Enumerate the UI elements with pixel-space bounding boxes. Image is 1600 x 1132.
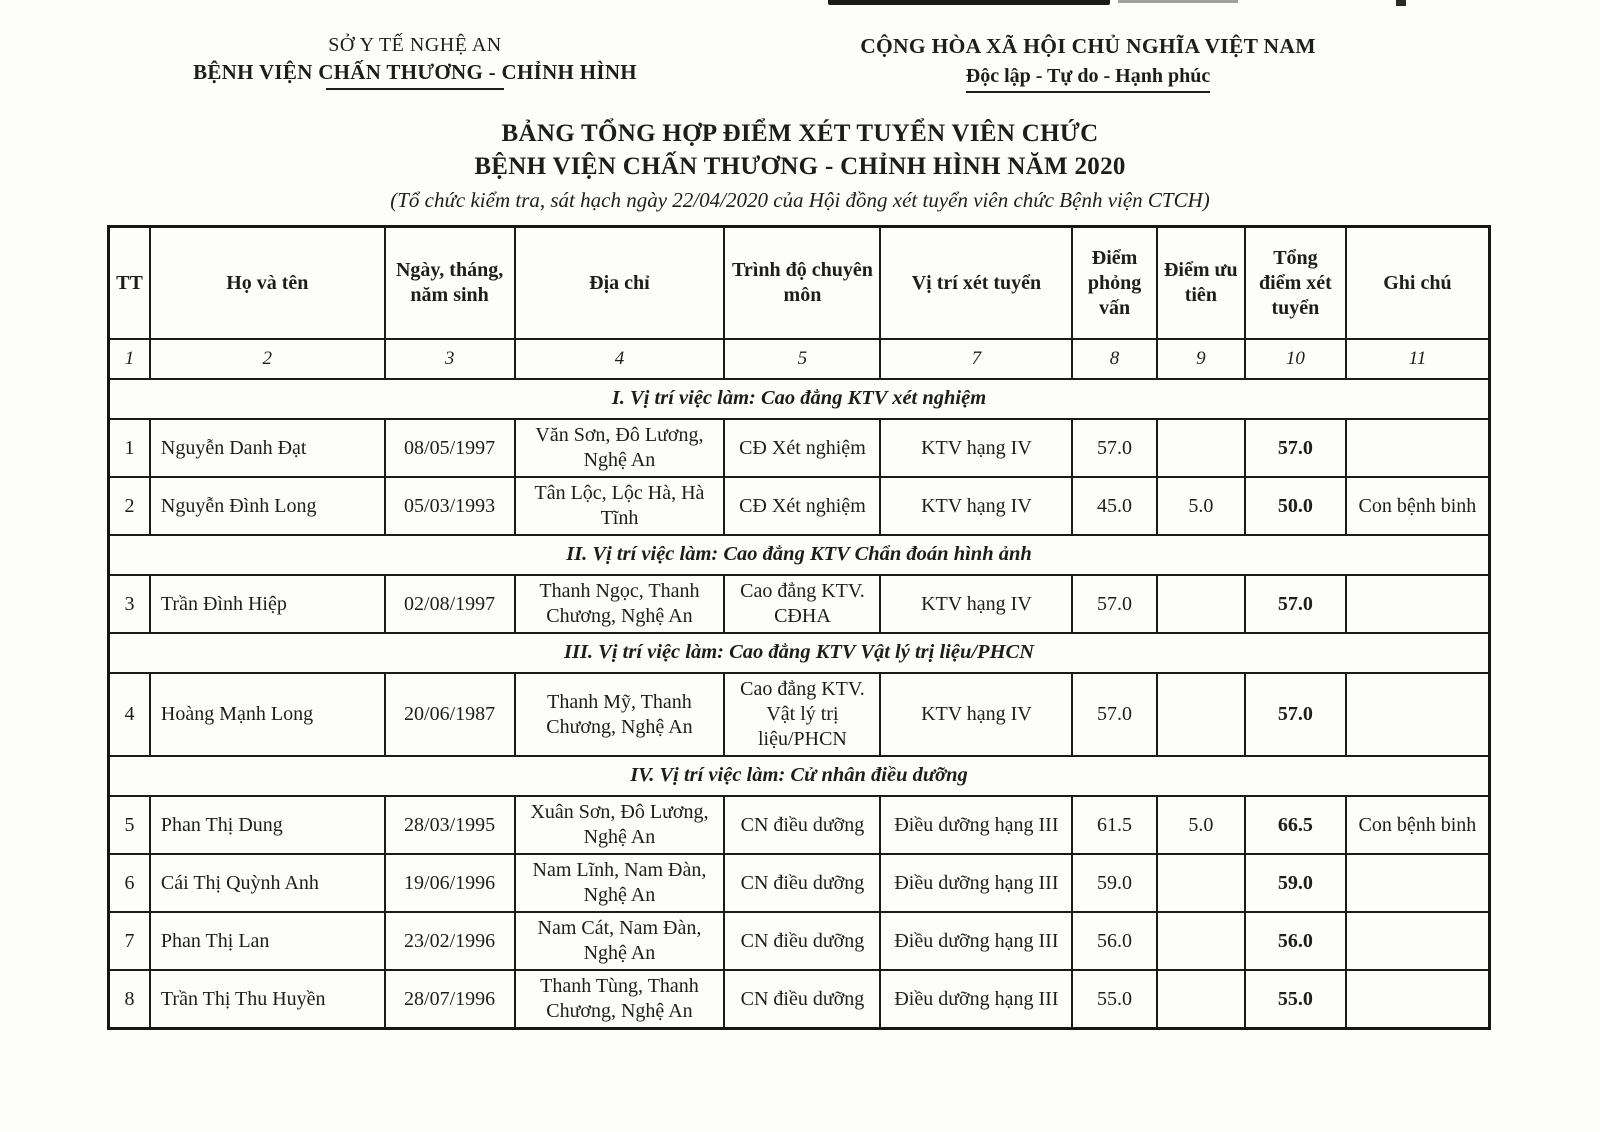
cell-interview: 45.0 bbox=[1072, 477, 1156, 535]
cell-interview: 57.0 bbox=[1072, 673, 1156, 756]
cell-name: Nguyễn Danh Đạt bbox=[150, 419, 385, 477]
cell-address: Nam Lĩnh, Nam Đàn, Nghệ An bbox=[515, 854, 725, 912]
cell-name: Trần Đình Hiệp bbox=[150, 575, 385, 633]
cell-address: Văn Sơn, Đô Lương, Nghệ An bbox=[515, 419, 725, 477]
scan-artifact-streak bbox=[1118, 0, 1238, 3]
col-number-address: 4 bbox=[515, 339, 725, 379]
cell-total: 66.5 bbox=[1245, 796, 1346, 854]
cell-address: Thanh Tùng, Thanh Chương, Nghệ An bbox=[515, 970, 725, 1029]
table-row bbox=[109, 796, 1490, 854]
cell-interview: 56.0 bbox=[1072, 912, 1156, 970]
table-row bbox=[109, 854, 1490, 912]
cell-tt: 2 bbox=[109, 477, 150, 535]
col-header-priority: Điểm ưu tiên bbox=[1157, 227, 1245, 340]
cell-qualification: CN điều dưỡng bbox=[724, 854, 880, 912]
cell-priority bbox=[1157, 912, 1245, 970]
cell-qualification: Cao đẳng KTV. Vật lý trị liệu/PHCN bbox=[724, 673, 880, 756]
issuing-agency-block bbox=[178, 34, 652, 93]
col-number-name: 2 bbox=[150, 339, 385, 379]
cell-note bbox=[1346, 419, 1490, 477]
cell-qualification: CN điều dưỡng bbox=[724, 912, 880, 970]
cell-priority bbox=[1157, 854, 1245, 912]
cell-dob: 05/03/1993 bbox=[385, 477, 515, 535]
cell-total: 57.0 bbox=[1245, 419, 1346, 477]
col-number-qualification: 5 bbox=[724, 339, 880, 379]
cell-position: Điều dưỡng hạng III bbox=[880, 854, 1072, 912]
agency-name: BỆNH VIỆN CHẤN THƯƠNG - CHỈNH HÌNH bbox=[193, 60, 637, 84]
cell-total: 57.0 bbox=[1245, 575, 1346, 633]
cell-qualification: CĐ Xét nghiệm bbox=[724, 477, 880, 535]
cell-tt: 5 bbox=[109, 796, 150, 854]
table-row bbox=[109, 419, 1490, 477]
col-number-dob: 3 bbox=[385, 339, 515, 379]
col-header-interview: Điểm phỏng vấn bbox=[1072, 227, 1156, 340]
table-row bbox=[109, 970, 1490, 1029]
cell-position: Điều dưỡng hạng III bbox=[880, 796, 1072, 854]
cell-priority: 5.0 bbox=[1157, 796, 1245, 854]
cell-tt: 8 bbox=[109, 970, 150, 1029]
col-number-note: 11 bbox=[1346, 339, 1490, 379]
cell-name: Hoàng Mạnh Long bbox=[150, 673, 385, 756]
cell-note bbox=[1346, 912, 1490, 970]
column-number-row bbox=[109, 339, 1490, 379]
cell-name: Cái Thị Quỳnh Anh bbox=[150, 854, 385, 912]
cell-name: Nguyễn Đình Long bbox=[150, 477, 385, 535]
cell-total: 56.0 bbox=[1245, 912, 1346, 970]
cell-priority bbox=[1157, 970, 1245, 1029]
cell-position: KTV hạng IV bbox=[880, 575, 1072, 633]
cell-address: Nam Cát, Nam Đàn, Nghệ An bbox=[515, 912, 725, 970]
table-row bbox=[109, 575, 1490, 633]
cell-dob: 23/02/1996 bbox=[385, 912, 515, 970]
section-heading: II. Vị trí việc làm: Cao đẳng KTV Chẩn đoán hình ảnh bbox=[109, 535, 1490, 575]
cell-note: Con bệnh binh bbox=[1346, 477, 1490, 535]
column-header-row bbox=[109, 227, 1490, 340]
section-heading: III. Vị trí việc làm: Cao đẳng KTV Vật lý trị liệu/PHCN bbox=[109, 633, 1490, 673]
underline-rule bbox=[326, 88, 504, 90]
cell-note: Con bệnh binh bbox=[1346, 796, 1490, 854]
col-number-tt: 1 bbox=[109, 339, 150, 379]
col-number-interview: 8 bbox=[1072, 339, 1156, 379]
col-number-priority: 9 bbox=[1157, 339, 1245, 379]
section-heading-row bbox=[109, 535, 1490, 575]
cell-qualification: Cao đẳng KTV. CĐHA bbox=[724, 575, 880, 633]
cell-note bbox=[1346, 673, 1490, 756]
col-header-address: Địa chỉ bbox=[515, 227, 725, 340]
cell-tt: 3 bbox=[109, 575, 150, 633]
national-title: CỘNG HÒA XÃ HỘI CHỦ NGHĨA VIỆT NAM bbox=[860, 34, 1316, 58]
cell-dob: 28/07/1996 bbox=[385, 970, 515, 1029]
cell-qualification: CN điều dưỡng bbox=[724, 970, 880, 1029]
title-line-2: BỆNH VIỆN CHẤN THƯƠNG - CHỈNH HÌNH NĂM 2020 bbox=[474, 153, 1126, 180]
cell-priority: 5.0 bbox=[1157, 477, 1245, 535]
cell-tt: 7 bbox=[109, 912, 150, 970]
cell-interview: 55.0 bbox=[1072, 970, 1156, 1029]
document-title-block bbox=[0, 117, 1600, 213]
cell-address: Xuân Sơn, Đô Lương, Nghệ An bbox=[515, 796, 725, 854]
cell-interview: 61.5 bbox=[1072, 796, 1156, 854]
cell-qualification: CĐ Xét nghiệm bbox=[724, 419, 880, 477]
cell-tt: 4 bbox=[109, 673, 150, 756]
cell-priority bbox=[1157, 419, 1245, 477]
cell-address: Thanh Mỹ, Thanh Chương, Nghệ An bbox=[515, 673, 725, 756]
score-summary-table bbox=[107, 225, 1491, 1030]
cell-position: KTV hạng IV bbox=[880, 673, 1072, 756]
col-header-note: Ghi chú bbox=[1346, 227, 1490, 340]
col-number-total: 10 bbox=[1245, 339, 1346, 379]
table-row bbox=[109, 912, 1490, 970]
cell-priority bbox=[1157, 673, 1245, 756]
cell-total: 55.0 bbox=[1245, 970, 1346, 1029]
cell-name: Phan Thị Lan bbox=[150, 912, 385, 970]
cell-total: 57.0 bbox=[1245, 673, 1346, 756]
title-subtitle: (Tổ chức kiểm tra, sát hạch ngày 22/04/2020 của Hội đồng xét tuyển viên chức Bệnh viện CTCH) bbox=[390, 188, 1210, 212]
section-heading-row bbox=[109, 756, 1490, 796]
cell-dob: 28/03/1995 bbox=[385, 796, 515, 854]
section-heading-row bbox=[109, 379, 1490, 419]
col-header-total: Tổng điểm xét tuyển bbox=[1245, 227, 1346, 340]
cell-position: KTV hạng IV bbox=[880, 477, 1072, 535]
agency-parent-name: SỞ Y TẾ NGHỆ AN bbox=[328, 34, 502, 56]
cell-dob: 02/08/1997 bbox=[385, 575, 515, 633]
motto-text: Độc lập - Tự do - Hạnh phúc bbox=[966, 65, 1210, 93]
section-heading: IV. Vị trí việc làm: Cử nhân điều dưỡng bbox=[109, 756, 1490, 796]
col-header-position: Vị trí xét tuyển bbox=[880, 227, 1072, 340]
col-header-tt: TT bbox=[109, 227, 150, 340]
col-header-name: Họ và tên bbox=[150, 227, 385, 340]
national-motto-block bbox=[838, 34, 1338, 93]
section-heading-row bbox=[109, 633, 1490, 673]
cell-total: 50.0 bbox=[1245, 477, 1346, 535]
title-line-1: BẢNG TỔNG HỢP ĐIỂM XÉT TUYỂN VIÊN CHỨC bbox=[501, 120, 1099, 147]
cell-dob: 19/06/1996 bbox=[385, 854, 515, 912]
cell-address: Tân Lộc, Lộc Hà, Hà Tĩnh bbox=[515, 477, 725, 535]
national-motto bbox=[838, 65, 1338, 93]
cell-qualification: CN điều dưỡng bbox=[724, 796, 880, 854]
cell-note bbox=[1346, 854, 1490, 912]
col-header-dob: Ngày, tháng, năm sinh bbox=[385, 227, 515, 340]
document-header bbox=[0, 0, 1600, 93]
cell-interview: 57.0 bbox=[1072, 419, 1156, 477]
cell-address: Thanh Ngọc, Thanh Chương, Nghệ An bbox=[515, 575, 725, 633]
cell-position: Điều dưỡng hạng III bbox=[880, 912, 1072, 970]
col-number-position: 7 bbox=[880, 339, 1072, 379]
cell-name: Trần Thị Thu Huyền bbox=[150, 970, 385, 1029]
cell-interview: 57.0 bbox=[1072, 575, 1156, 633]
scan-artifact-mark bbox=[1396, 0, 1406, 6]
cell-total: 59.0 bbox=[1245, 854, 1346, 912]
cell-position: Điều dưỡng hạng III bbox=[880, 970, 1072, 1029]
table-row bbox=[109, 673, 1490, 756]
cell-note bbox=[1346, 970, 1490, 1029]
table-row bbox=[109, 477, 1490, 535]
cell-note bbox=[1346, 575, 1490, 633]
section-heading: I. Vị trí việc làm: Cao đẳng KTV xét nghiệm bbox=[109, 379, 1490, 419]
cell-dob: 20/06/1987 bbox=[385, 673, 515, 756]
cell-dob: 08/05/1997 bbox=[385, 419, 515, 477]
col-header-qualification: Trình độ chuyên môn bbox=[724, 227, 880, 340]
cell-interview: 59.0 bbox=[1072, 854, 1156, 912]
cell-position: KTV hạng IV bbox=[880, 419, 1072, 477]
cell-tt: 1 bbox=[109, 419, 150, 477]
cell-name: Phan Thị Dung bbox=[150, 796, 385, 854]
scan-artifact-bar bbox=[828, 0, 1110, 5]
cell-tt: 6 bbox=[109, 854, 150, 912]
cell-priority bbox=[1157, 575, 1245, 633]
